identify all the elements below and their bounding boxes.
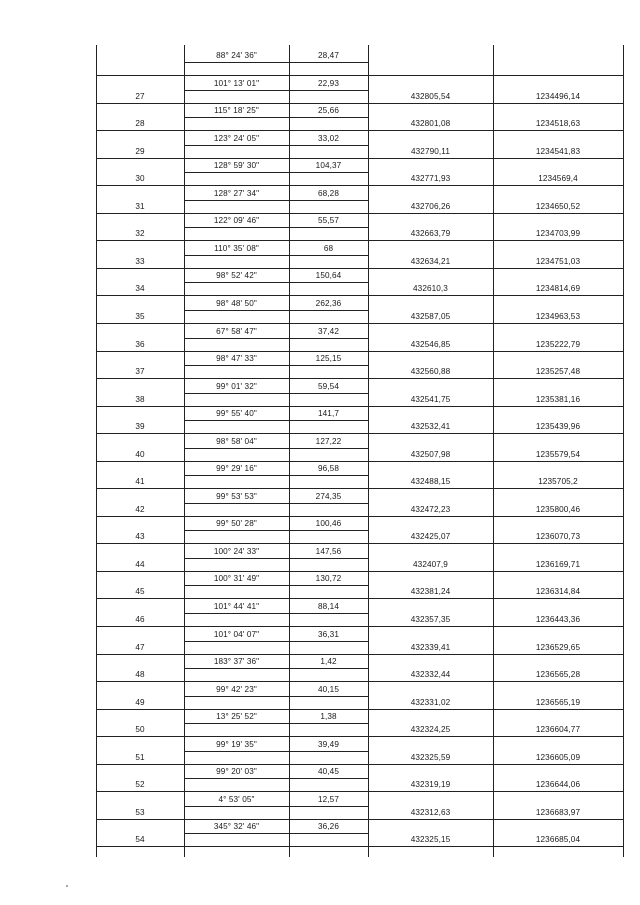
point-row-rule xyxy=(96,736,623,737)
point-row-rule xyxy=(96,543,623,544)
coordinate-y: 1236685,04 xyxy=(535,835,581,845)
coordinate-x: 432325,15 xyxy=(410,835,451,845)
direction-angle: 128° 27' 34" xyxy=(213,188,260,198)
angle-row-rule xyxy=(184,641,368,642)
point-row-rule xyxy=(96,461,623,462)
direction-angle: 99° 29' 16" xyxy=(216,464,257,474)
angle-row-rule xyxy=(184,668,368,669)
point-row-rule xyxy=(96,268,623,269)
direction-angle: 345° 32' 46" xyxy=(213,822,260,832)
point-number: 49 xyxy=(135,697,145,707)
coordinate-y: 1234751,03 xyxy=(535,256,581,266)
direction-angle: 101° 13' 01" xyxy=(213,78,260,88)
direction-angle: 13° 25' 52" xyxy=(216,712,257,722)
segment-length: 40,45 xyxy=(318,767,339,777)
direction-angle: 183° 37' 36" xyxy=(213,657,260,667)
coordinate-x: 432706,26 xyxy=(410,201,451,211)
angle-row-rule xyxy=(184,200,368,201)
coordinate-y: 1234496,14 xyxy=(535,91,581,101)
coordinate-y: 1235439,96 xyxy=(535,422,581,432)
point-number: 44 xyxy=(135,559,145,569)
point-row-rule xyxy=(96,819,623,820)
point-row-rule xyxy=(96,130,623,131)
point-number: 36 xyxy=(135,339,145,349)
point-number: 32 xyxy=(135,229,145,239)
coordinate-y: 1235381,16 xyxy=(535,394,581,404)
direction-angle: 115° 18' 25" xyxy=(214,106,259,116)
angle-row-rule xyxy=(184,448,368,449)
direction-angle: 99° 53' 53" xyxy=(216,491,257,501)
direction-angle: 98° 47' 33" xyxy=(216,354,257,364)
angle-row-rule xyxy=(184,310,368,311)
point-number: 28 xyxy=(135,119,145,129)
coordinate-x: 432560,88 xyxy=(410,367,451,377)
point-row-rule xyxy=(96,406,623,407)
point-row-rule xyxy=(96,791,623,792)
angle-row-rule xyxy=(184,503,368,504)
coordinate-x: 432610,3 xyxy=(413,284,448,294)
direction-angle: 99° 55' 40" xyxy=(216,409,257,419)
coordinate-x: 432771,93 xyxy=(410,174,451,184)
coordinate-x: 432507,98 xyxy=(410,449,451,459)
point-number: 35 xyxy=(135,311,145,321)
segment-length: 1,42 xyxy=(320,657,337,667)
coordinate-y: 1236529,65 xyxy=(535,642,581,652)
point-row-rule xyxy=(96,764,623,765)
direction-angle: 101° 44' 41" xyxy=(213,602,260,611)
point-row-rule xyxy=(96,158,623,159)
segment-length: 68 xyxy=(323,243,334,253)
point-row-rule xyxy=(96,103,623,104)
angle-row-rule xyxy=(184,145,368,146)
coordinate-y: 1236314,84 xyxy=(535,587,581,597)
point-number: 38 xyxy=(135,394,145,404)
point-row-rule xyxy=(96,571,623,572)
angle-row-rule xyxy=(184,227,368,228)
coordinate-y: 1236644,06 xyxy=(535,780,581,790)
coordinate-x: 432663,79 xyxy=(410,229,451,239)
coordinate-y: 1235800,46 xyxy=(535,504,581,514)
point-number: 47 xyxy=(135,642,145,652)
point-row-rule xyxy=(96,709,623,710)
direction-angle: 98° 52' 42" xyxy=(216,271,257,281)
direction-angle: 67° 58' 47" xyxy=(216,326,257,336)
segment-length: 28,47 xyxy=(318,51,339,60)
direction-angle: 99° 42' 23" xyxy=(216,684,257,694)
segment-length: 96,58 xyxy=(318,464,339,474)
angle-row-rule xyxy=(184,585,368,586)
point-number: 31 xyxy=(135,201,145,211)
coordinate-y: 1234518,63 xyxy=(535,119,581,129)
coordinate-y: 1236605,09 xyxy=(535,752,581,762)
angle-row-rule xyxy=(184,530,368,531)
segment-length: 130,72 xyxy=(315,574,342,584)
point-row-rule xyxy=(96,516,623,517)
direction-angle: 101° 04' 07" xyxy=(213,629,260,639)
point-number: 52 xyxy=(135,780,145,790)
coordinate-y: 1236683,97 xyxy=(535,807,581,817)
coordinate-x: 432546,85 xyxy=(410,339,451,349)
segment-length: 22,93 xyxy=(318,78,339,88)
segment-length: 36,31 xyxy=(318,629,339,639)
angle-row-rule xyxy=(184,806,368,807)
angle-row-rule xyxy=(184,558,368,559)
direction-angle: 88° 24' 36" xyxy=(216,51,257,60)
direction-angle: 99° 19' 35" xyxy=(216,739,257,749)
coordinate-x: 432312,63 xyxy=(410,807,451,817)
coordinate-x: 432488,15 xyxy=(410,477,451,487)
coordinate-y: 1234569,4 xyxy=(538,174,578,184)
coordinate-y: 1236565,28 xyxy=(535,670,581,680)
direction-angle: 99° 20' 03" xyxy=(216,767,257,777)
direction-angle: 100° 24' 33" xyxy=(213,546,260,556)
point-row-rule xyxy=(96,323,623,324)
coordinate-y: 1236169,71 xyxy=(535,559,581,569)
coordinate-x: 432319,19 xyxy=(410,780,451,790)
coordinate-x: 432532,41 xyxy=(410,422,451,432)
segment-length: 59,54 xyxy=(318,381,339,391)
point-number: 51 xyxy=(135,752,145,762)
point-row-rule xyxy=(96,213,623,214)
segment-length: 55,57 xyxy=(318,216,339,226)
segment-length: 150,64 xyxy=(315,271,342,281)
segment-length: 127,22 xyxy=(315,436,342,446)
direction-angle: 98° 48' 50" xyxy=(216,298,257,308)
coordinate-y: 1236565,19 xyxy=(535,697,581,707)
segment-length: 37,42 xyxy=(318,326,339,336)
point-row-rule xyxy=(96,626,623,627)
coordinate-y: 1234650,52 xyxy=(535,201,581,211)
table-border-right xyxy=(623,45,624,857)
point-number: 34 xyxy=(135,284,145,294)
angle-row-rule xyxy=(184,420,368,421)
direction-angle: 122° 09' 46" xyxy=(213,216,260,226)
point-number: 41 xyxy=(135,477,145,487)
point-number: 54 xyxy=(135,835,145,845)
coordinate-y: 1236070,73 xyxy=(535,532,581,542)
point-row-rule xyxy=(96,433,623,434)
point-number: 33 xyxy=(135,256,145,266)
segment-length: 141,7 xyxy=(318,409,339,419)
point-number: 37 xyxy=(135,367,145,377)
point-row-rule xyxy=(96,351,623,352)
page-speck xyxy=(66,885,68,887)
angle-row-rule xyxy=(184,172,368,173)
point-row-rule xyxy=(96,681,623,682)
segment-length: 33,02 xyxy=(318,133,339,143)
coordinate-x: 432339,41 xyxy=(410,642,451,652)
angle-row-rule xyxy=(184,282,368,283)
point-number: 50 xyxy=(135,725,145,735)
coordinate-x: 432805,54 xyxy=(410,91,451,101)
segment-length: 36,26 xyxy=(318,822,339,832)
coordinate-y: 1234814,69 xyxy=(535,284,581,294)
coordinate-x: 432357,35 xyxy=(410,615,451,624)
direction-angle: 99° 50' 28" xyxy=(216,519,257,529)
point-number: 30 xyxy=(135,174,145,184)
coordinate-x: 432325,59 xyxy=(410,752,451,762)
coordinate-x: 432634,21 xyxy=(410,256,451,266)
point-row-rule xyxy=(96,846,623,847)
angle-row-rule xyxy=(184,338,368,339)
coordinate-x: 432324,25 xyxy=(410,725,451,735)
segment-length: 12,57 xyxy=(318,794,339,804)
direction-angle: 98° 58' 04" xyxy=(216,436,257,446)
coordinate-y: 1234703,99 xyxy=(535,229,581,239)
angle-row-rule xyxy=(184,833,368,834)
segment-length: 104,37 xyxy=(315,161,342,171)
direction-angle: 123° 24' 05" xyxy=(213,133,260,143)
point-row-rule xyxy=(96,185,623,186)
direction-angle: 4° 53' 05" xyxy=(218,794,255,804)
direction-angle: 110° 35' 08" xyxy=(214,243,259,253)
angle-row-rule xyxy=(184,475,368,476)
coordinate-x: 432331,02 xyxy=(410,697,451,707)
point-row-rule xyxy=(96,598,623,599)
point-row-rule xyxy=(96,378,623,379)
segment-length: 274,35 xyxy=(315,491,342,501)
direction-angle: 100° 31' 49" xyxy=(213,574,260,584)
coordinate-x: 432407,9 xyxy=(413,559,448,569)
coordinate-x: 432587,05 xyxy=(410,311,451,321)
segment-length: 40,15 xyxy=(318,684,339,694)
coordinate-y: 1234963,53 xyxy=(535,311,581,321)
point-number: 53 xyxy=(135,807,145,817)
angle-row-rule xyxy=(184,393,368,394)
angle-row-rule xyxy=(184,696,368,697)
coordinate-y: 1235705,2 xyxy=(538,477,578,487)
coordinate-x: 432801,08 xyxy=(410,119,451,129)
segment-length: 100,46 xyxy=(315,519,342,529)
point-number: 40 xyxy=(135,449,145,459)
angle-row-rule xyxy=(184,90,368,91)
segment-length: 25,66 xyxy=(318,106,339,116)
point-number: 46 xyxy=(135,615,145,624)
segment-length: 39,49 xyxy=(318,739,339,749)
coordinate-y: 1235222,79 xyxy=(535,339,581,349)
angle-row-rule xyxy=(184,365,368,366)
point-row-rule xyxy=(96,295,623,296)
segment-length: 262,36 xyxy=(315,298,342,308)
segment-length: 147,56 xyxy=(315,546,342,556)
point-number: 27 xyxy=(135,91,145,101)
point-number: 29 xyxy=(135,146,145,156)
direction-angle: 99° 01' 32" xyxy=(216,381,257,391)
coordinate-x: 432541,75 xyxy=(410,394,451,404)
point-row-rule xyxy=(96,240,623,241)
point-number: 48 xyxy=(135,670,145,680)
segment-length: 125,15 xyxy=(315,354,342,364)
segment-length: 1,38 xyxy=(320,712,337,722)
coordinate-y: 1235257,48 xyxy=(535,367,581,377)
coordinate-x: 432425,07 xyxy=(410,532,451,542)
angle-row-rule xyxy=(184,723,368,724)
coordinate-x: 432472,23 xyxy=(410,504,451,514)
coordinate-x: 432381,24 xyxy=(410,587,451,597)
coordinate-y: 1236604,77 xyxy=(535,725,581,735)
point-number: 43 xyxy=(135,532,145,542)
point-number: 45 xyxy=(135,587,145,597)
angle-row-rule xyxy=(184,751,368,752)
point-row-rule xyxy=(96,75,623,76)
segment-length: 68,28 xyxy=(318,188,339,198)
angle-row-rule xyxy=(184,62,368,63)
point-row-rule xyxy=(96,488,623,489)
coordinate-x: 432790,11 xyxy=(411,146,450,156)
point-number: 39 xyxy=(135,422,145,432)
point-row-rule xyxy=(96,654,623,655)
angle-row-rule xyxy=(184,117,368,118)
angle-row-rule xyxy=(184,778,368,779)
coordinate-y: 1236443,36 xyxy=(535,615,581,624)
direction-angle: 128° 59' 30" xyxy=(213,161,260,171)
angle-row-rule xyxy=(184,255,368,256)
point-number: 42 xyxy=(135,504,145,514)
segment-length: 88,14 xyxy=(318,602,339,611)
coordinate-y: 1235579,54 xyxy=(535,449,581,459)
coordinate-y: 1234541,83 xyxy=(535,146,581,156)
angle-row-rule xyxy=(184,613,368,614)
coordinate-x: 432332,44 xyxy=(410,670,451,680)
